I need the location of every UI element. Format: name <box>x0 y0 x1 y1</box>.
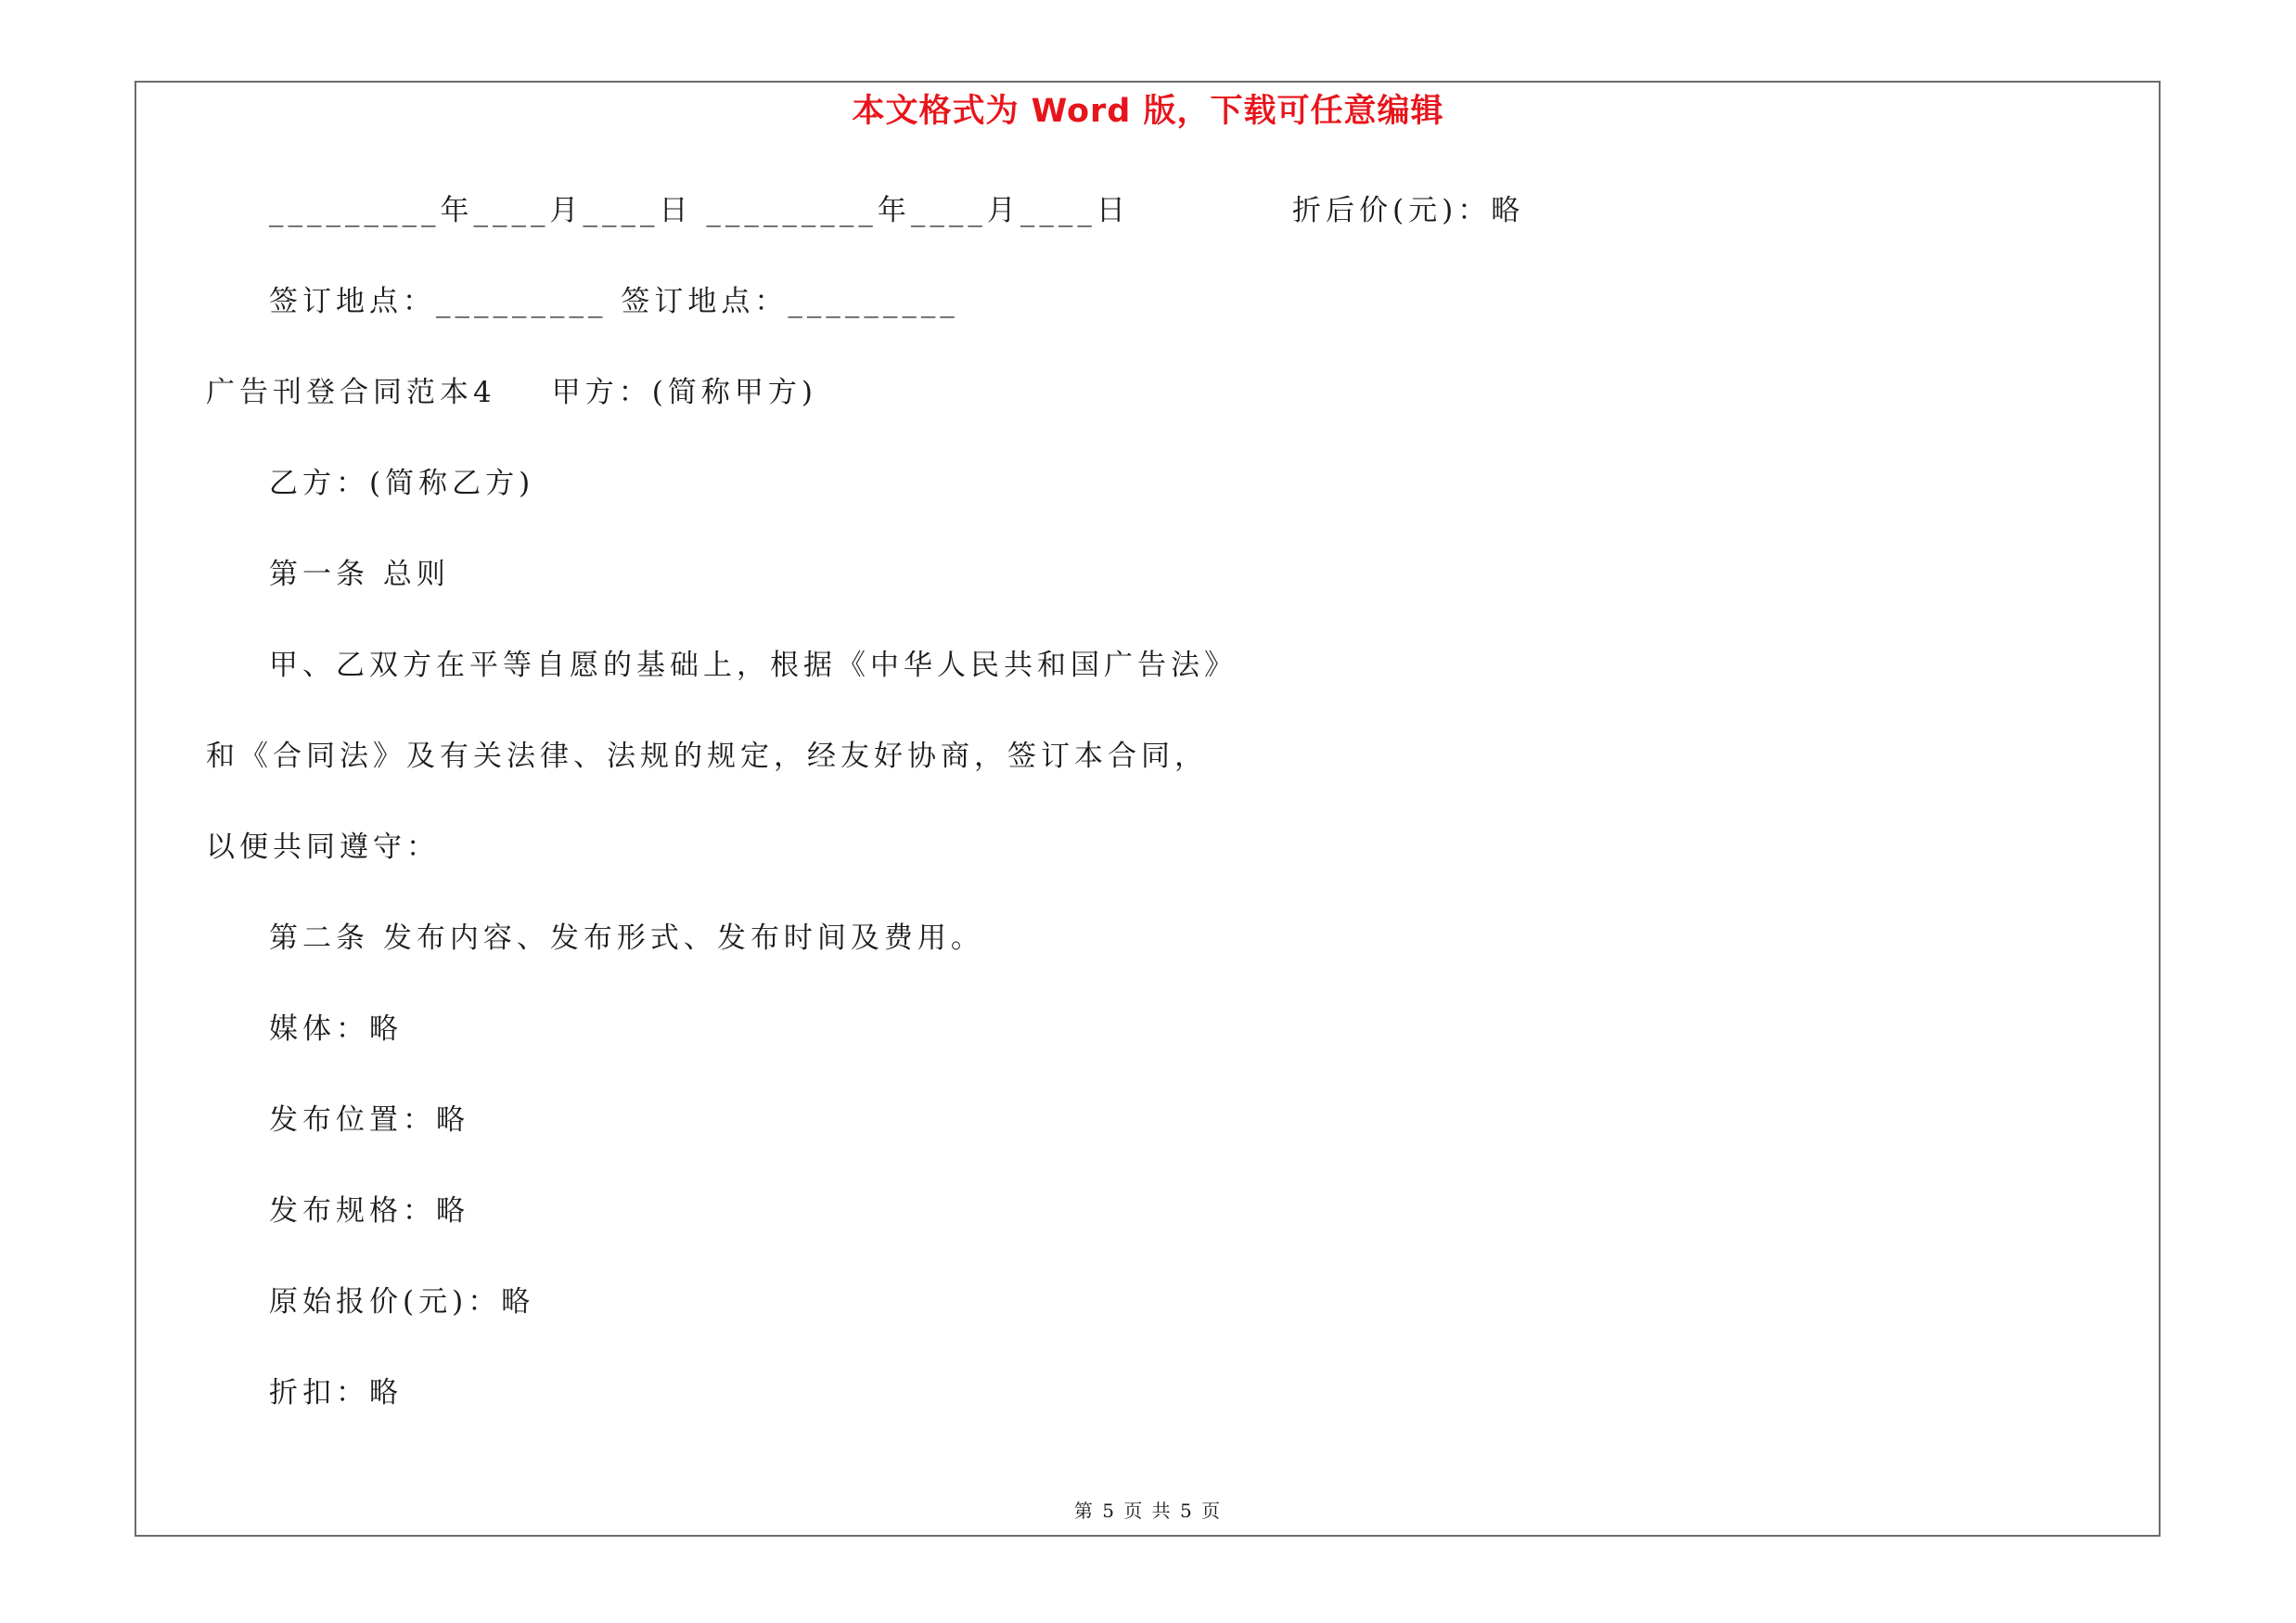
discount-price-line: 折后价(元)：略 <box>1292 194 1525 227</box>
spec-line: 发布规格：略 <box>269 1194 469 1228</box>
party-b-line: 乙方：(简称乙方) <box>269 467 535 500</box>
contract-title: 广告刊登合同范本4 <box>206 376 496 409</box>
original-price-line: 原始报价(元)：略 <box>269 1285 535 1319</box>
page-number-footer: 第 5 页 共 5 页 <box>1073 1500 1223 1522</box>
word-format-banner: 本文格式为 Word 版，下载可任意编辑 <box>852 93 1444 130</box>
position-line: 发布位置：略 <box>269 1103 469 1137</box>
article-1-heading: 第一条 总则 <box>269 558 450 591</box>
article-1-paragraph-line-1: 甲、乙双方在平等自愿的基础上，根据《中华人民共和国广告法》 <box>269 649 1238 682</box>
party-a-line: 甲方：(简称甲方) <box>551 376 817 409</box>
article-1-paragraph-line-3: 以便共同遵守： <box>206 831 440 864</box>
article-1-paragraph-line-2: 和《合同法》及有关法律、法规的规定，经友好协商，签订本合同， <box>206 740 1208 773</box>
media-line: 媒体：略 <box>269 1012 403 1046</box>
sign-place-line: 签订地点：_________ 签订地点：_________ <box>269 285 959 318</box>
discount-line: 折扣：略 <box>269 1376 403 1410</box>
contract-title-line <box>206 374 817 411</box>
date-line: _________年____月____日 _________年____月____日 <box>269 194 1130 227</box>
article-2-heading: 第二条 发布内容、发布形式、发布时间及费用。 <box>269 921 984 955</box>
